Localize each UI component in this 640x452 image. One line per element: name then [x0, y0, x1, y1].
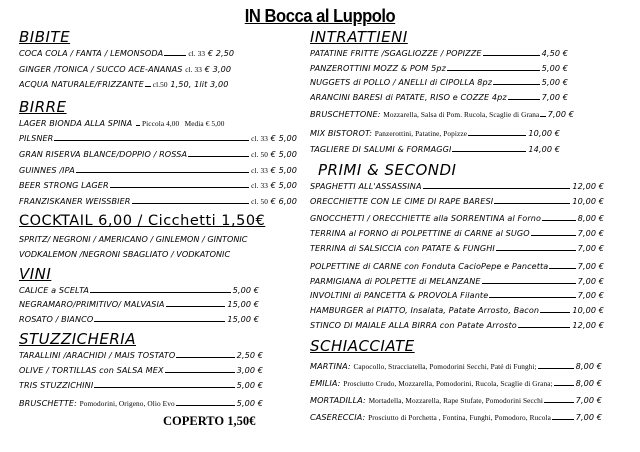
menu-item: NEGRAMARO/PRIMITIVO/ MALVASIA 15,00 €	[19, 299, 259, 310]
menu-item: TERRINA di SALSICCIA con PATATE & FUNGHI 7,00 €	[310, 242, 604, 253]
menu-item: CASERECCIA: Prosciutto di Porchetta , Fontina, Funghi, Pomodoro, Rucola 7,00 €	[310, 412, 602, 423]
menu-item: HAMBURGER al PIATTO, Insalata, Patate Arrosto, Bacon 10,00 €	[310, 304, 604, 315]
menu-item: PATATINE FRITTE /SGAGLIOZZE / POPIZZE 4,50 €	[310, 48, 568, 58]
menu-item: ROSATO / BIANCO 15,00 €	[19, 313, 259, 324]
menu-item: POLPETTINE di CARNE con Fonduta CacioPepe e Pancetta 7,00 €	[310, 261, 604, 272]
section-heading-cocktail: COCKTAIL 6,00 / Cicchetti 1,50€	[19, 213, 266, 230]
cocktail-line: VODKALEMON /NEGRONI SBAGLIATO / VODKATONIC	[19, 248, 231, 259]
section-heading-schiacciate: SCHIACCIATE	[310, 337, 415, 356]
coperto-note: COPERTO 1,50€	[163, 414, 256, 428]
menu-item-bruschettone: BRUSCHETTONE: Mozzarella, Salsa di Pom. Rucola, Scaglie di Grana 7,00 €	[310, 109, 574, 120]
menu-item: MIX BISTOROT: Panzerottini, Patatine, Popizze 10,00 €	[310, 127, 560, 138]
menu-item: TERRINA al FORNO di POLPETTINE di CARNE al SUGO 7,00 €	[310, 227, 604, 238]
menu-item: EMILIA: Prosciutto Crudo, Mozzarella, Pomodorini, Rucola, Scaglie di Grana; 8,00 €	[310, 378, 602, 389]
section-heading-birre: BIRRE	[19, 97, 67, 116]
menu-item: GINGER /TONICA / SUCCO ACE-ANANAS cl. 33 € 3,00	[19, 63, 232, 74]
cocktail-line: SPRITZ/ NEGRONI / AMERICANO / GINLEMON / GINTONIC	[19, 234, 248, 245]
menu-item: MORTADILLA: Mortadella, Mozzarella, Rape Stufate, Pomodorini Secchi 7,00 €	[310, 395, 602, 406]
menu-item: FRANZISKANER WEISSBIER cl. 50 € 6,00	[19, 195, 297, 206]
section-heading-primi-secondi: PRIMI & SECONDI	[318, 161, 457, 180]
menu-item: CALICE a SCELTA 5,00 €	[19, 284, 259, 295]
menu-item: TAGLIERE DI SALUMI & FORMAGGI 14,00 €	[310, 143, 560, 154]
menu-item: LAGER BIONDA ALLA SPINA Piccola 4,00 Media € 5,00	[19, 117, 225, 128]
menu-item: GUINNES /IPA cl. 33 € 5,00	[19, 164, 297, 175]
right-column	[310, 28, 628, 426]
menu-item: INVOLTINI di PANCETTA & PROVOLA Filante 7,00 €	[310, 290, 604, 301]
menu-item: MARTINA: Capocollo, Stracciatella, Pomodorini Secchi, Paté di Funghi; 8,00 €	[310, 361, 602, 372]
menu-item: SPAGHETTI ALL'ASSASSINA 12,00 €	[310, 181, 604, 192]
menu-item: TARALLINI /ARACHIDI / MAIS TOSTATO 2,50 €	[19, 350, 263, 361]
menu-item: ORECCHIETTE CON LE CIME DI RAPE BARESI 10,00 €	[310, 195, 604, 206]
menu-item: TRIS STUZZICHINI 5,00 €	[19, 379, 263, 390]
menu-item-bruschette: BRUSCHETTE: Pomodorini, Origeno, Olio Evo 5,00 €	[19, 398, 263, 409]
menu-item: BEER STRONG LAGER cl. 33 € 5,00	[19, 180, 297, 191]
menu-item: GRAN RISERVA BLANCE/DOPPIO / ROSSA cl. 50 € 5,00	[19, 148, 297, 159]
menu-item: PANZEROTTINI MOZZ & POM 5pz 5,00 €	[310, 62, 568, 73]
section-heading-vini: VINI	[19, 264, 52, 283]
left-column	[19, 28, 297, 412]
menu-title: IN Bocca al Luppolo	[244, 6, 396, 26]
menu-item: OLIVE / TORTILLAS con SALSA MEX 3,00 €	[19, 364, 263, 375]
menu-item: NUGGETS di POLLO / ANELLI di CIPOLLA 8pz 5,00 €	[310, 77, 568, 88]
menu-item: PILSNER cl. 33 € 5,00	[19, 133, 297, 144]
section-heading-intrattieni: INTRATTIENI	[310, 28, 408, 46]
section-heading-stuzzicheria: STUZZICHERIA	[19, 330, 136, 349]
menu-item: COCA COLA / FANTA / LEMONSODA cl. 33 € 2,50	[19, 48, 235, 58]
menu-item: ARANCINI BARESI di PATATE, RISO e COZZE 4pz 7,00 €	[310, 91, 568, 102]
menu-item: PARMIGIANA di POLPETTE di MELANZANE 7,00 €	[310, 275, 604, 286]
menu-item: STINCO DI MAIALE ALLA BIRRA con Patate Arrosto 12,00 €	[310, 319, 604, 330]
menu-item: ACQUA NATURALE/FRIZZANTE cl.50 1,50, 1lit 3,00	[19, 79, 229, 90]
section-heading-bibite: BIBITE	[19, 28, 71, 46]
menu-item: GNOCCHETTI / ORECCHIETTE alla SORRENTINA al Forno 8,00 €	[310, 213, 604, 224]
